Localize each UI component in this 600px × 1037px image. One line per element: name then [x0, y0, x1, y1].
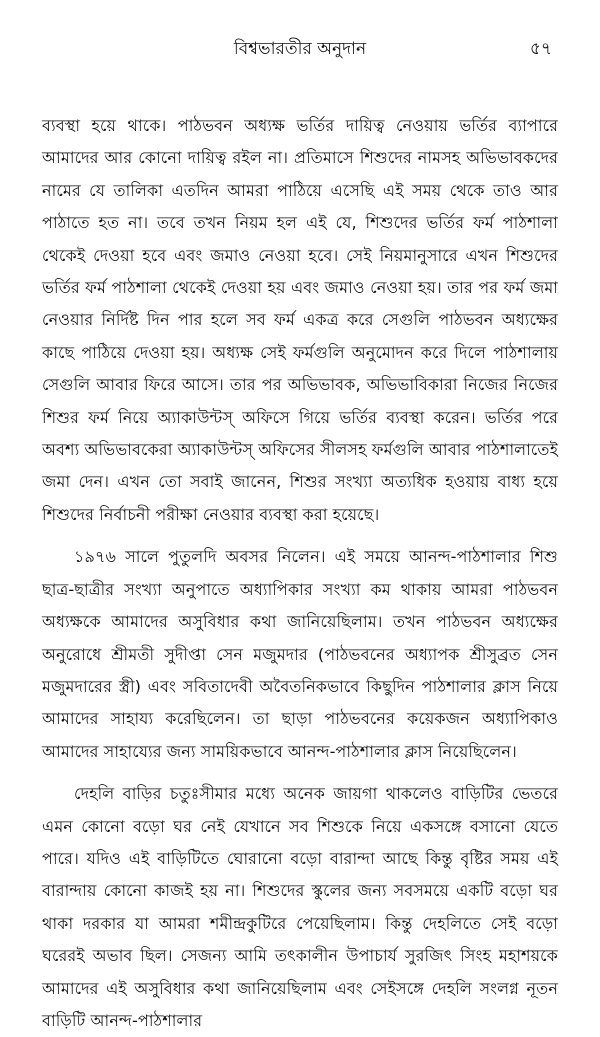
- paragraph-continuation: ব্যবস্থা হয়ে থাকে। পাঠভবন অধ্যক্ষ ভর্তির দায়িত্ব নেওয়ায় ভর্তির ব্যাপারে আমাদের আর কোনো দায়িত্ব রইল না। প্রতিমাসে শিশুদের নামসহ অভিভাবকদের নামের যে তালিকা এতদিন আমরা পাঠিয়ে এসেছি এই সময় থেকে তাও আর পাঠাতে হত না। তবে তখন নিয়ম হল এই যে, শিশুদের ভর্তির ফর্ম পাঠশালা থেকেই দেওয়া হবে এবং জমাও নেওয়া হবে। সেই নিয়মানুসারে এখন শিশুদের ভর্তির ফর্ম পাঠশালা থেকেই দেওয়া হয় এবং জমাও নেওয়া হয়। তার পর ফর্ম জমা নেওয়ার নির্দিষ্ট দিন পার হলে সব ফর্ম একত্র করে সেগুলি পাঠভবন অধ্যক্ষের কাছে পাঠিয়ে দেওয়া হয়। অধ্যক্ষ সেই ফর্মগুলি অনুমোদন করে দিলে পাঠশালায় সেগুলি আবার ফিরে আসে। তার পর অভিভাবক, অভিভাবিকারা নিজের নিজের শিশুর ফর্ম নিয়ে অ্যাকাউন্টস্‌ অফিসে গিয়ে ভর্তির ব্যবস্থা করেন। ভর্তির পরে অবশ্য অভিভাবকেরা অ্যাকাউন্টস্‌ অফিসের সীলসহ ফর্মগুলি আবার পাঠশালাতেই জমা দেন। এখন তো সবাই জানেন, শিশুর সংখ্যা অত্যধিক হওয়ায় বাধ্য হয়ে শিশুদের নির্বাচনী পরীক্ষা নেওয়ার ব্যবস্থা করা হয়েছে।: [42, 116, 558, 524]
- running-title: বিশ্বভারতীর অনুদান: [233, 39, 367, 59]
- paragraph-dehali-building: দেহলি বাড়ির চতুঃসীমার মধ্যে অনেক জায়গা থাকলেও বাড়িটির ভেতরে এমন কোনো বড়ো ঘর নেই যেখানে সব শিশুকে নিয়ে একসঙ্গে বসানো যেতে পারে। যদিও এই বাড়িটিতে ঘোরানো বড়ো বারান্দা আছে কিন্তু বৃষ্টির সময় এই বারান্দায় কোনো কাজই হয় না। শিশুদের স্কুলের জন্য সবসময়ে একটি বড়ো ঘর থাকা দরকার যা আমরা শমীন্দ্রকুটিরে পেয়েছিলাম। কিন্তু দেহলিতে সেই বড়ো ঘরেরই অভাব ছিল। সেজন্য আমি তৎকালীন উপাচার্য সুরজিৎ সিংহ মহাশয়কে আমাদের এই অসুবিধার কথা জানিয়েছিলাম এবং সেইসঙ্গে দেহলি সংলগ্ন নূতন বাড়িটি আনন্দ-পাঠশালার: [42, 784, 558, 1030]
- body-text: [42, 110, 558, 1037]
- paragraph-retirement: ১৯৭৬ সালে পুতুলদি অবসর নিলেন। এই সময়ে আনন্দ-পাঠশালার শিশু ছাত্র-ছাত্রীর সংখ্যা অনুপাতে অধ্যাপিকার সংখ্যা কম থাকায় আমরা পাঠভবন অধ্যক্ষকে আমাদের অসুবিধার কথা জানিয়েছিলাম। তখন পাঠভবন অধ্যক্ষের অনুরোধে শ্রীমতী সুদীপ্তা সেন মজুমদার (পাঠভবনের অধ্যাপক শ্রীসুব্রত সেন মজুমদারের স্ত্রী) এবং সবিতাদেবী অবৈতনিকভাবে কিছুদিন পাঠশালার ক্লাস নিয়ে আমাদের সাহায্য করেছিলেন। তা ছাড়া পাঠভবনের কয়েকজন অধ্যাপিকাও আমাদের সাহায্যের জন্য সাময়িকভাবে আনন্দ-পাঠশালার ক্লাস নিয়েছিলেন।: [42, 547, 558, 761]
- page-number: ৫৭: [529, 39, 552, 59]
- running-header: [42, 30, 558, 64]
